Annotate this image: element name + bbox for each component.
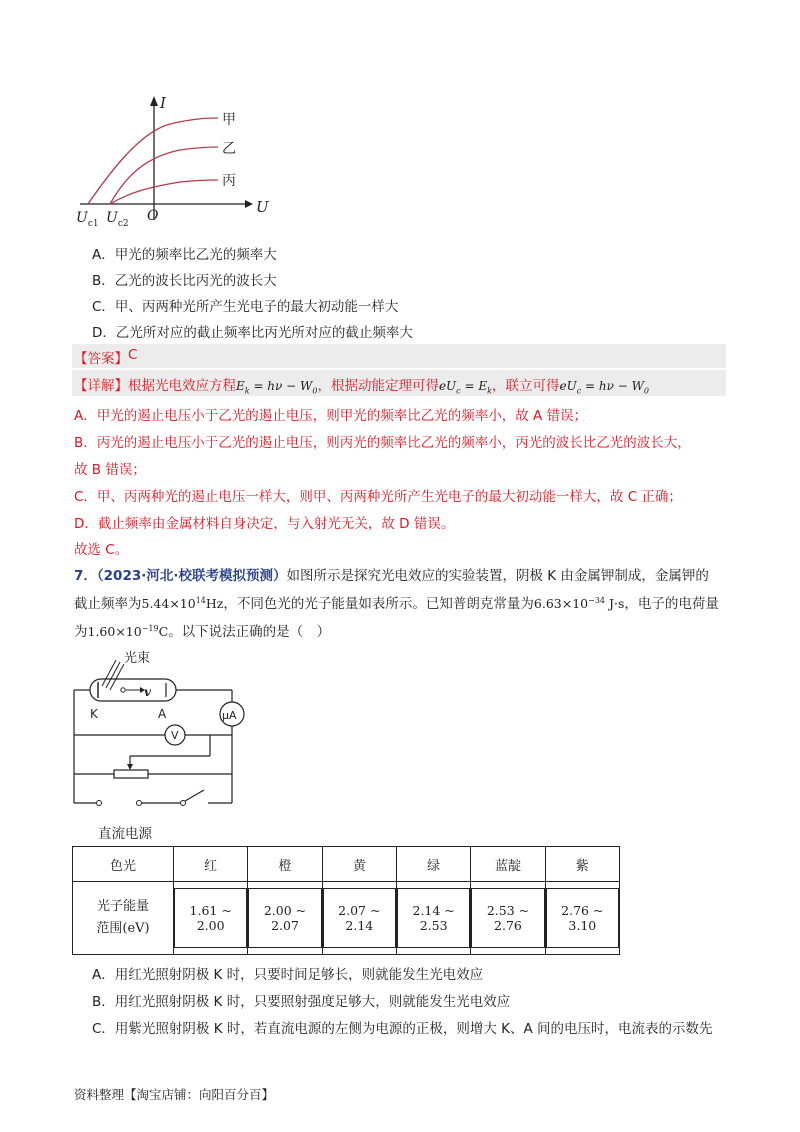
q6-option-a: A．甲光的频率比乙光的频率大	[92, 247, 277, 263]
conclusion: 故选 C。	[74, 542, 129, 558]
q7-text2a: 截止频率为	[74, 596, 142, 612]
circuit-diagram	[66, 650, 256, 820]
formula-1: $E_k = h\nu - W_0$	[236, 379, 318, 396]
u-axis-label: U	[256, 198, 269, 216]
table-header-cell: 蓝靛	[471, 847, 545, 882]
source-terminal-1	[97, 801, 102, 806]
q7-text3b: 。以下说法正确的是（ ）	[168, 624, 331, 640]
uc1-label: $U_{c1}$	[76, 210, 99, 229]
velocity-label: v	[144, 685, 151, 699]
table-header-cell: 黄	[322, 847, 396, 882]
explanation-a: A．甲光的遏止电压小于乙光的遏止电压，则甲光的频率比乙光的频率小，故 A 错误；	[74, 408, 588, 424]
microammeter-label: μA	[222, 709, 237, 722]
table-header-cell: 橙	[248, 847, 322, 882]
table-cell: 1.61 ~ 2.00	[174, 882, 248, 955]
source-terminal-2	[137, 801, 142, 806]
anode-label: A	[158, 707, 167, 721]
electron-charge: $1.60\times 10^{-19}C$	[87, 623, 169, 639]
curve-label-jia: 甲	[222, 112, 236, 128]
planck-constant: $6.63\times 10^{-34}$ J·s	[533, 595, 625, 611]
table-header-cell: 绿	[396, 847, 470, 882]
i-axis-label: I	[160, 94, 166, 112]
threshold-frequency: $5.44\times 10^{14}Hz$	[141, 595, 224, 611]
q7-number: 7．	[74, 568, 97, 584]
table-header-cell: 紫	[545, 847, 619, 882]
photon-energy-table	[72, 846, 620, 955]
table-header-row	[73, 847, 620, 882]
q7-text2c: ，电子的电荷量	[624, 596, 719, 612]
origin-label: O	[147, 208, 159, 224]
q6-option-c: C．甲、丙两种光所产生光电子的最大初动能一样大	[92, 299, 399, 315]
detail-bar	[72, 370, 726, 396]
footer-credit: 资料整理【淘宝店铺：向阳百分百】	[74, 1087, 275, 1102]
formula-3: $eU_c = h\nu - W_0$	[559, 379, 649, 396]
answer-value: C	[128, 347, 138, 363]
uc2-label: $U_{c2}$	[106, 210, 129, 229]
power-source-label: 直流电源	[98, 826, 152, 842]
q7-line1	[74, 564, 709, 584]
iu-graph	[70, 92, 280, 232]
table-value-row	[73, 882, 620, 955]
q7-line3	[74, 620, 330, 640]
q6-option-b: B．乙光的波长比丙光的波长大	[92, 273, 277, 289]
explanation-d: D．截止频率由金属材料自身决定，与入射光无关，故 D 错误。	[74, 516, 455, 532]
q7-line2	[74, 592, 719, 612]
table-header-cell: 红	[174, 847, 248, 882]
curve-bing	[110, 180, 218, 204]
q7-source: （2023·河北·校联考模拟预测）	[96, 568, 287, 584]
table-cell: 2.14 ~ 2.53	[396, 882, 470, 955]
q6-option-d: D．乙光所对应的截止频率比丙光所对应的截止频率大	[92, 325, 413, 341]
formula-2: $eU_c = E_k$	[438, 379, 492, 396]
explanation-b-cont: 故 B 错误；	[74, 462, 146, 478]
u-axis-arrow	[245, 200, 253, 208]
table-cell: 2.07 ~ 2.14	[322, 882, 396, 955]
answer-bar	[72, 344, 726, 368]
detail-line	[74, 374, 649, 395]
q7-text2b: ，不同色光的光子能量如表所示。已知普朗克常量为	[223, 596, 534, 612]
cathode-label: K	[90, 707, 98, 721]
curve-label-bing: 丙	[222, 173, 236, 189]
curve-label-yi: 乙	[222, 141, 236, 157]
q7-option-c: C．用紫光照射阴极 K 时，若直流电源的左侧为电源的正极，则增大 K、A 间的电压时，电流表的示数先	[92, 1021, 713, 1037]
electron	[121, 688, 125, 692]
detail-part3: ，联立可得	[491, 378, 560, 394]
table-cell: 2.53 ~ 2.76	[471, 882, 545, 955]
table-cell: 2.00 ~ 2.07	[248, 882, 322, 955]
i-axis-arrow	[150, 96, 158, 106]
q7-text1: 如图所示是探究光电效应的实验装置，阴极 K 由金属钾制成，金属钾的	[286, 568, 709, 584]
detail-part1: 根据光电效应方程	[128, 378, 236, 394]
switch-blade	[185, 790, 204, 801]
detail-part2: ，根据动能定理可得	[317, 378, 439, 394]
switch-pivot	[181, 801, 186, 806]
rheostat	[114, 770, 148, 778]
voltmeter-label: V	[171, 729, 179, 742]
table-cell: 2.76 ~ 3.10	[545, 882, 619, 955]
table-row-label: 光子能量 范围(eV)	[73, 882, 174, 955]
beam-label: 光束	[124, 651, 151, 666]
explanation-b: B．丙光的遏止电压小于乙光的遏止电压，则丙光的频率比乙光的频率小，丙光的波长比乙光的波长大，	[74, 435, 691, 451]
detail-label: 【详解】	[74, 378, 128, 394]
q7-option-b: B．用红光照射阴极 K 时，只要照射强度足够大，则就能发生光电效应	[92, 994, 511, 1010]
q7-text3a: 为	[74, 624, 88, 640]
answer-label: 【答案】	[74, 351, 128, 367]
curve-jia	[88, 118, 218, 204]
q7-option-a: A．用红光照射阴极 K 时，只要时间足够长，则就能发生光电效应	[92, 967, 484, 983]
explanation-c: C．甲、丙两种光的遏止电压一样大，则甲、丙两种光所产生光电子的最大初动能一样大，故 C 正确；	[74, 489, 682, 505]
table-header-label: 色光	[73, 847, 174, 882]
